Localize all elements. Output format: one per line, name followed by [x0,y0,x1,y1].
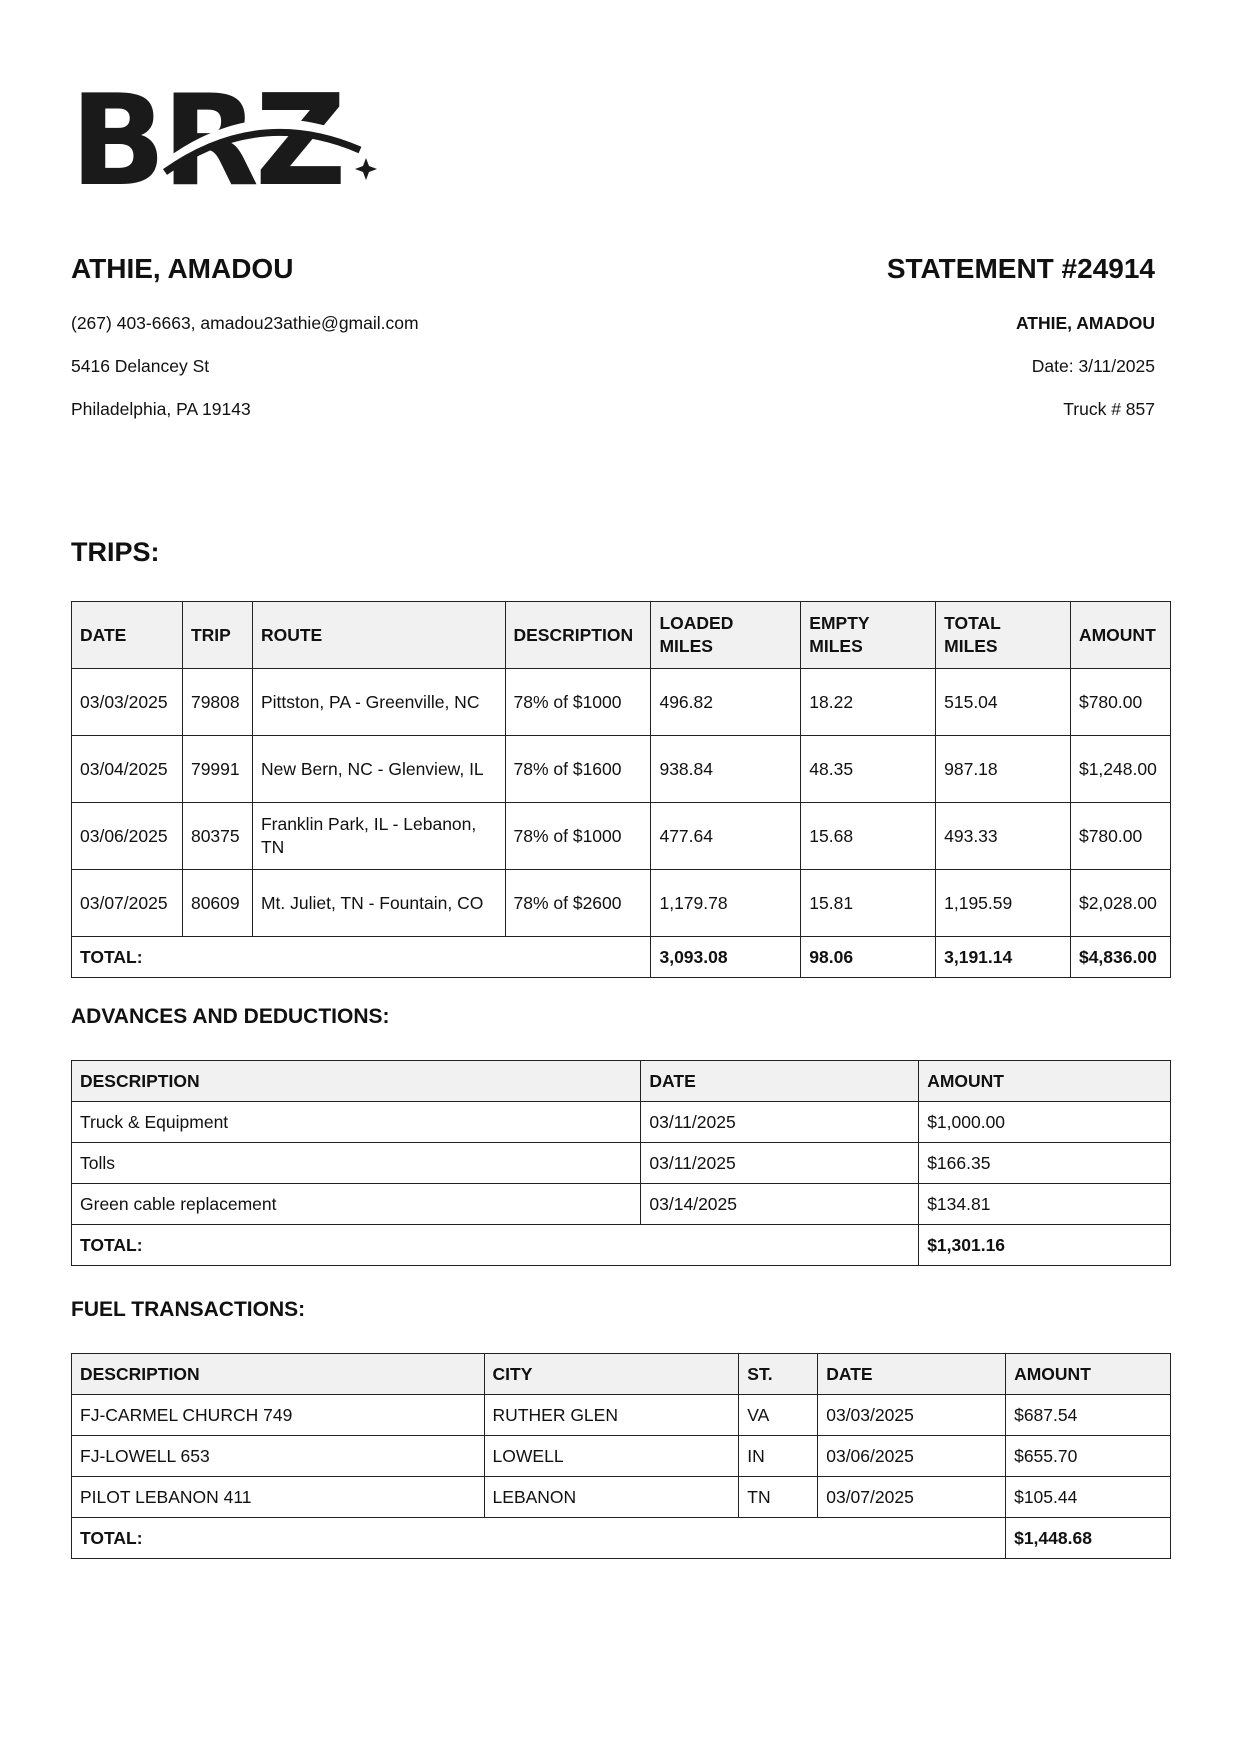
table-row [72,1143,1171,1184]
trip-number: 80609 [182,870,252,937]
col-loaded-miles: LOADED MILES [651,602,801,669]
trips-header-row [72,602,1171,669]
fuel-city: LEBANON [484,1477,739,1518]
trip-loaded-miles: 1,179.78 [651,870,801,937]
trip-number: 79808 [182,669,252,736]
trip-amount: $1,248.00 [1070,736,1170,803]
advances-total-amount: $1,301.16 [919,1225,1171,1266]
sparkle-icon [355,158,377,180]
driver-name: ATHIE, AMADOU [71,253,294,284]
table-row [72,870,1171,937]
fuel-state: VA [739,1395,818,1436]
col-date: DATE [72,602,183,669]
trips-table [71,601,1171,978]
statement-date: Date: 3/11/2025 [1031,356,1155,376]
trip-total-miles: 1,195.59 [936,870,1071,937]
col-trip: TRIP [182,602,252,669]
table-row [72,736,1171,803]
driver-address-line1: 5416 Delancey St [71,356,210,376]
advance-description: Tolls [72,1143,641,1184]
table-row [72,1436,1171,1477]
trip-route: Franklin Park, IL - Lebanon, TN [252,803,505,870]
statement-info [887,252,1155,441]
fuel-date: 03/06/2025 [818,1436,1006,1477]
trips-total-row [72,937,1171,978]
trip-empty-miles: 48.35 [801,736,936,803]
fuel-amount: $687.54 [1006,1395,1171,1436]
trip-date: 03/06/2025 [72,803,183,870]
statement-name: ATHIE, AMADOU [1015,313,1155,333]
trip-route: Pittston, PA - Greenville, NC [252,669,505,736]
trip-amount: $780.00 [1070,803,1170,870]
col-total-miles: TOTAL MILES [936,602,1071,669]
trip-total-miles: 515.04 [936,669,1071,736]
advance-description: Truck & Equipment [72,1102,641,1143]
trip-total-miles: 493.33 [936,803,1071,870]
advance-amount: $166.35 [919,1143,1171,1184]
logo-text: BRZ [70,78,343,198]
trips-total-empty: 98.06 [801,937,936,978]
fuel-description: PILOT LEBANON 411 [72,1477,485,1518]
col-empty-miles: EMPTY MILES [801,602,936,669]
advance-amount: $134.81 [919,1184,1171,1225]
advances-title: ADVANCES AND DEDUCTIONS: [71,1005,390,1028]
company-logo [70,78,380,198]
fuel-city: RUTHER GLEN [484,1395,739,1436]
trips-total-label: TOTAL: [72,937,651,978]
trip-route: New Bern, NC - Glenview, IL [252,736,505,803]
table-row [72,1395,1171,1436]
trip-date: 03/07/2025 [72,870,183,937]
col-description: DESCRIPTION [72,1061,641,1102]
col-state: ST. [739,1354,818,1395]
trip-empty-miles: 15.81 [801,870,936,937]
trip-route: Mt. Juliet, TN - Fountain, CO [252,870,505,937]
trips-total-loaded: 3,093.08 [651,937,801,978]
table-row [72,1184,1171,1225]
col-description: DESCRIPTION [505,602,651,669]
col-date: DATE [818,1354,1006,1395]
trip-date: 03/04/2025 [72,736,183,803]
trips-title: TRIPS: [71,537,160,567]
trip-description: 78% of $2600 [505,870,651,937]
fuel-state: IN [739,1436,818,1477]
statement-title: STATEMENT #24914 [886,253,1155,284]
advance-amount: $1,000.00 [919,1102,1171,1143]
advance-date: 03/11/2025 [641,1102,919,1143]
fuel-description: FJ-CARMEL CHURCH 749 [72,1395,485,1436]
advances-total-row [72,1225,1171,1266]
statement-truck: Truck # 857 [1063,399,1155,419]
driver-address-line2: Philadelphia, PA 19143 [71,399,251,419]
fuel-amount: $655.70 [1006,1436,1171,1477]
advances-header-row [72,1061,1171,1102]
fuel-state: TN [739,1477,818,1518]
col-amount: AMOUNT [1006,1354,1171,1395]
table-row [72,803,1171,870]
col-amount: AMOUNT [919,1061,1171,1102]
trip-loaded-miles: 496.82 [651,669,801,736]
fuel-table [71,1353,1171,1559]
trip-total-miles: 987.18 [936,736,1071,803]
trips-total-amount: $4,836.00 [1070,937,1170,978]
trip-description: 78% of $1000 [505,803,651,870]
fuel-title: FUEL TRANSACTIONS: [71,1298,306,1321]
trip-amount: $2,028.00 [1070,870,1170,937]
trip-empty-miles: 18.22 [801,669,936,736]
fuel-header-row [72,1354,1171,1395]
col-description: DESCRIPTION [72,1354,485,1395]
trip-loaded-miles: 477.64 [651,803,801,870]
table-row [72,1477,1171,1518]
fuel-description: FJ-LOWELL 653 [72,1436,485,1477]
fuel-total-label: TOTAL: [72,1518,1006,1559]
fuel-total-amount: $1,448.68 [1006,1518,1171,1559]
advances-total-label: TOTAL: [72,1225,919,1266]
fuel-amount: $105.44 [1006,1477,1171,1518]
col-route: ROUTE [252,602,505,669]
fuel-total-row [72,1518,1171,1559]
fuel-date: 03/07/2025 [818,1477,1006,1518]
table-row [72,1102,1171,1143]
trips-total-miles: 3,191.14 [936,937,1071,978]
trip-number: 80375 [182,803,252,870]
trip-empty-miles: 15.68 [801,803,936,870]
col-date: DATE [641,1061,919,1102]
fuel-date: 03/03/2025 [818,1395,1006,1436]
driver-info [71,252,419,441]
fuel-city: LOWELL [484,1436,739,1477]
advance-date: 03/11/2025 [641,1143,919,1184]
advance-description: Green cable replacement [72,1184,641,1225]
trip-description: 78% of $1000 [505,669,651,736]
advances-table [71,1060,1171,1266]
trip-date: 03/03/2025 [72,669,183,736]
col-amount: AMOUNT [1070,602,1170,669]
driver-contact: (267) 403-6663, amadou23athie@gmail.com [71,313,419,333]
advance-date: 03/14/2025 [641,1184,919,1225]
trip-loaded-miles: 938.84 [651,736,801,803]
trip-description: 78% of $1600 [505,736,651,803]
trip-amount: $780.00 [1070,669,1170,736]
table-row [72,669,1171,736]
col-city: CITY [484,1354,739,1395]
trip-number: 79991 [182,736,252,803]
